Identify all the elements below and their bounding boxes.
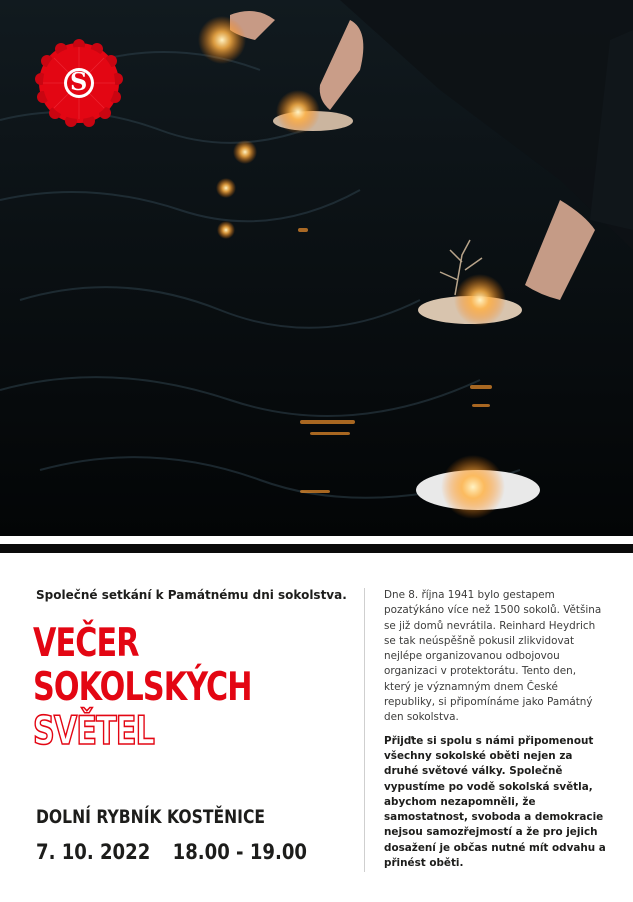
article-paragraph-1: Dne 8. října 1941 bylo gestapem pozatýkáno více než 1500 sokolů. Většina se již domů nevrátila. Reinhard Heydrich se tak neúspěšně pokusil zlikvidovat nejlépe organizovanou odbojovou organizaci v protektorátu. Tento den, který je významným dnem České republiky, si připomínáme jako Památný den sokolstva.: [384, 589, 602, 724]
black-divider-band: [0, 544, 633, 553]
white-divider-band: [0, 536, 633, 544]
title-line-3: SVĚTEL: [33, 709, 154, 754]
event-datetime: [36, 840, 307, 864]
event-date: 7. 10. 2022: [36, 840, 151, 864]
article-paragraph-2: Přijďte si spolu s námi připomenout všechny sokolské oběti nejen za druhé světové války. Společně vypustíme po vodě sokolská světla, abychom nezapomněli, že samostatnost, svoboda a demokracie nejsou samozřejmostí a že pro jejich dosažení je občas nutné mít odvahu a přinést oběti.: [384, 734, 606, 870]
title-line-2: SOKOLSKÝCH: [33, 665, 252, 710]
article-text: [384, 588, 606, 871]
sokol-rosette-logo: [35, 39, 123, 127]
lead-text: Společné setkání k Památnému dni sokolstva.: [36, 588, 347, 602]
event-place: DOLNÍ RYBNÍK KOSTĚNICE: [36, 806, 266, 828]
event-time: 18.00 - 19.00: [172, 840, 307, 864]
logo-letter: S: [70, 67, 88, 96]
title-line-1: VEČER: [33, 621, 139, 666]
poster-title: [33, 622, 291, 754]
column-divider: [364, 588, 365, 872]
